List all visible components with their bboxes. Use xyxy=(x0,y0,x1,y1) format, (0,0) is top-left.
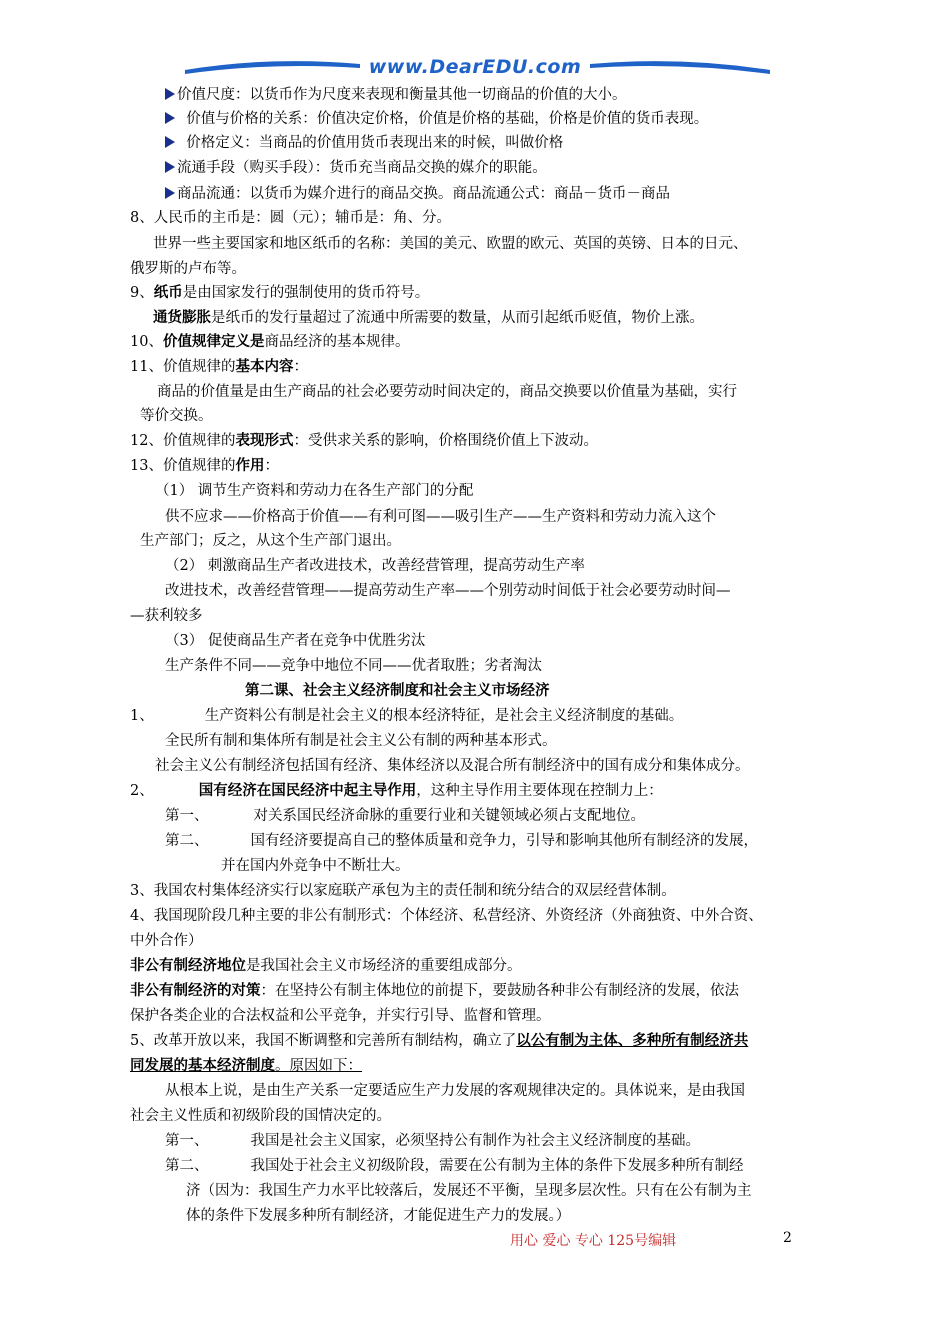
paragraph-line: 中外合作） xyxy=(130,933,203,949)
paragraph-line: 社会主义公有制经济包括国有经济、集体经济以及混合所有制经济中的国有成分和集体成分。 xyxy=(155,758,750,774)
paragraph-line: 5、改革开放以来，我国不断调整和完善所有制结构，确立了以公有制为主体、多种所有制经济共 xyxy=(130,1032,749,1049)
paragraph-line: 13、价值规律的作用： xyxy=(130,457,279,474)
paragraph-line: （1） 调节生产资料和劳动力在各生产部门的分配 xyxy=(155,483,474,499)
triangle-bullet-icon xyxy=(165,112,175,124)
paragraph-line: 同发展的基本经济制度。原因如下： xyxy=(130,1057,362,1074)
section-heading: 第二课、社会主义经济制度和社会主义市场经济 xyxy=(245,682,550,699)
paragraph-line: 1、 生产资料公有制是社会主义的根本经济特征，是社会主义经济制度的基础。 xyxy=(130,708,684,724)
paragraph-line: 第二、 国有经济要提高自己的整体质量和竞争力，引导和影响其他所有制经济的发展， xyxy=(165,833,758,849)
paragraph-line: 商品的价值量是由生产商品的社会必要劳动时间决定的，商品交换要以价值量为基础，实行 xyxy=(157,384,737,400)
bullet-line xyxy=(165,158,547,178)
paragraph-line: 10、价值规律定义是商品经济的基本规律。 xyxy=(130,333,410,350)
paragraph-line: 等价交换。 xyxy=(140,408,213,424)
paragraph-line: （2） 刺激商品生产者改进技术，改善经营管理，提高劳动生产率 xyxy=(165,558,585,574)
paragraph-line: 并在国内外竞争中不断壮大。 xyxy=(221,858,410,874)
line-text: 价值与价格的关系：价值决定价格，价值是价格的基础，价格是价值的货币表现。 xyxy=(186,111,709,127)
bullet-line xyxy=(165,109,708,129)
paragraph-line: 2、 国有经济在国民经济中起主导作用，这种主导作用主要体现在控制力上： xyxy=(130,782,663,799)
footer-note: 用心 爱心 专心 125号编辑 xyxy=(510,1233,677,1249)
paragraph-line: 第二、 我国处于社会主义初级阶段，需要在公有制为主体的条件下发展多种所有制经 xyxy=(165,1158,744,1174)
triangle-bullet-icon xyxy=(165,136,175,148)
triangle-bullet-icon xyxy=(165,187,175,199)
paragraph-line: 生产条件不同——竞争中地位不同——优者取胜；劣者淘汰 xyxy=(165,658,542,674)
paragraph-line: 从根本上说，是由生产关系一定要适应生产力发展的客观规律决定的。具体说来，是由我国 xyxy=(165,1083,745,1099)
bullet-line xyxy=(165,184,670,204)
paragraph-line: 俄罗斯的卢布等。 xyxy=(130,261,246,277)
paragraph-line: 3、我国农村集体经济实行以家庭联产承包为主的责任制和统分结合的双层经营体制。 xyxy=(130,883,676,899)
paragraph-line: 济（因为：我国生产力水平比较落后，发展还不平衡，呈现多层次性。只有在公有制为主 xyxy=(186,1183,752,1199)
paragraph-line: 通货膨胀是纸币的发行量超过了流通中所需要的数量，从而引起纸币贬值，物价上涨。 xyxy=(153,309,704,326)
page-number: 2 xyxy=(783,1230,792,1246)
paragraph-line: 保护各类企业的合法权益和公平竞争，并实行引导、监督和管理。 xyxy=(130,1008,551,1024)
paragraph-line: 第一、 我国是社会主义国家，必须坚持公有制作为社会主义经济制度的基础。 xyxy=(165,1133,700,1149)
line-text: 流通手段（购买手段）：货币充当商品交换的媒介的职能。 xyxy=(177,160,547,176)
paragraph-line: 非公有制经济地位是我国社会主义市场经济的重要组成部分。 xyxy=(130,957,522,974)
paragraph-line: 生产部门；反之，从这个生产部门退出。 xyxy=(140,533,401,549)
line-text: 价值尺度：以货币作为尺度来表现和衡量其他一切商品的价值的大小。 xyxy=(177,87,627,103)
bullet-line xyxy=(165,133,563,153)
paragraph-line: 体的条件下发展多种所有制经济，才能促进生产力的发展。） xyxy=(186,1208,571,1224)
paragraph-line: 世界一些主要国家和地区纸币的名称：美国的美元、欧盟的欧元、英国的英镑、日本的日元、 xyxy=(153,236,748,252)
paragraph-line: 社会主义性质和初级阶段的国情决定的。 xyxy=(130,1108,391,1124)
paragraph-line: 8、人民币的主币是：圆（元）；辅币是：角、分。 xyxy=(130,210,451,226)
site-url: www.DearEDU.com xyxy=(368,56,582,78)
triangle-bullet-icon xyxy=(165,88,175,100)
triangle-bullet-icon xyxy=(165,161,175,173)
paragraph-line: 4、我国现阶段几种主要的非公有制形式：个体经济、私营经济、外资经济（外商独资、中外合资、 xyxy=(130,908,763,924)
paragraph-line: 11、价值规律的基本内容： xyxy=(130,358,308,375)
paragraph-line: （3） 促使商品生产者在竞争中优胜劣汰 xyxy=(165,633,426,649)
paragraph-line: 非公有制经济的对策：在坚持公有制主体地位的前提下，要鼓励各种非公有制经济的发展，依法 xyxy=(130,982,739,999)
site-header xyxy=(0,48,950,88)
paragraph-line: 改进技术，改善经营管理——提高劳动生产率——个别劳动时间低于社会必要劳动时间— xyxy=(165,583,731,599)
line-text: 价格定义：当商品的价值用货币表现出来的时候，叫做价格 xyxy=(186,135,564,151)
bullet-line xyxy=(165,85,627,105)
paragraph-line: 9、纸币是由国家发行的强制使用的货币符号。 xyxy=(130,284,430,301)
paragraph-line: 第一、 对关系国民经济命脉的重要行业和关键领域必须占支配地位。 xyxy=(165,808,645,824)
line-text: 商品流通：以货币为媒介进行的商品交换。商品流通公式：商品－货币－商品 xyxy=(177,186,670,202)
paragraph-line: 12、价值规律的表现形式：受供求关系的影响，价格围绕价值上下波动。 xyxy=(130,432,598,449)
paragraph-line: —获利较多 xyxy=(130,608,203,624)
paragraph-line: 供不应求——价格高于价值——有利可图——吸引生产——生产资料和劳动力流入这个 xyxy=(165,509,716,525)
paragraph-line: 全民所有制和集体所有制是社会主义公有制的两种基本形式。 xyxy=(165,733,557,749)
